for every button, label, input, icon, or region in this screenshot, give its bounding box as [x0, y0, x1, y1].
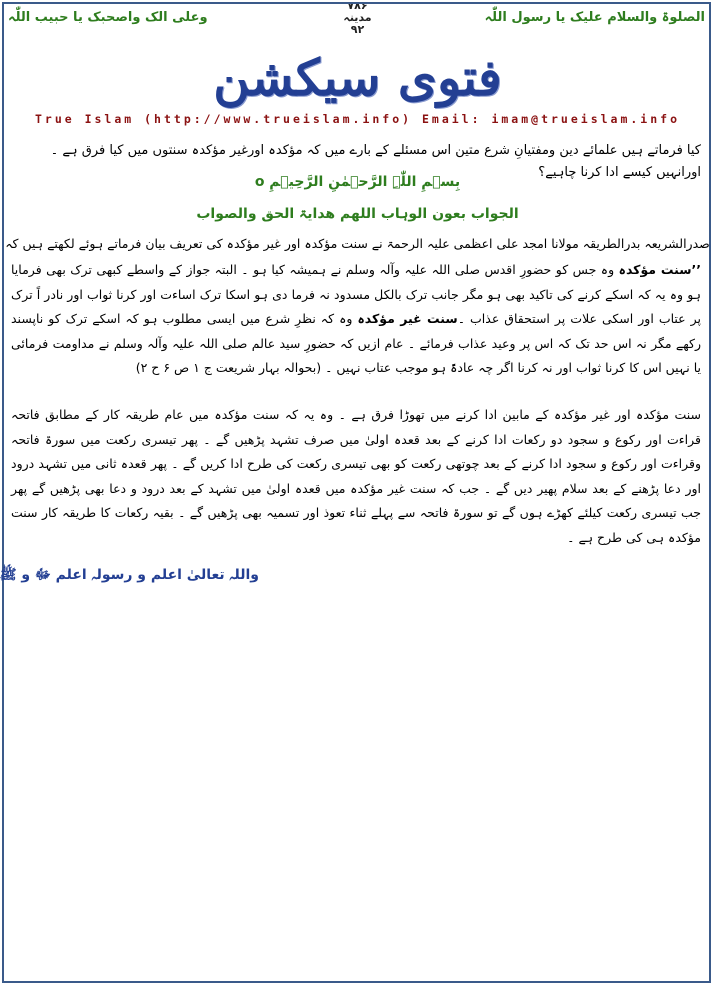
definition-ghair-muakkadah: وہ کہ نظرِ شرع میں ایسی مطلوب ہو کہ اسکے ترک کو ناپسند رکھے مگر نہ اس حد تک کہ اس پر وعید عذاب فرمائے ۔ عام ازیں کہ حضورِ سید عالم صلی اللہ علیہ وآلہ وسلم نے مداومت فرمائی یا نہیں اس کا کرنا ثواب اور نہ کرنا اگر چہ عادۃً ہو موجب عتاب نہیں ۔ (بحوالہ بہار شریعت ج ۱ ص ۶ ح ۲) — [11, 311, 701, 375]
definition-muakkadah: وہ جس کو حضورِ اقدس صلی اللہ علیہ وآلہ وسلم نے ہمیشہ کیا ہو ۔ البتہ جواز کے واسطے کبھی ترک بھی فرمایا ہو وہ یہ کہ اسکے کرنے کی تاکید بھی ہو مگر جانب ترک بالکل مسدود نہ فرما دی ہو اسکا ترک اساءت اور کرنا ثواب اور نادر اً ترک پر عتاب اور اسکی علات پر استحقاق عذاب ۔ — [11, 262, 702, 326]
question-text: کیا فرماتے ہیں علمائے دین ومفتیانِ شرع متین اس مسئلے کے بارے میں کہ مؤکدہ اورغیر مؤکدہ سنتوں میں کیا فرق ہے ۔ اورانہیں کیسے ادا کرنا چاہیے؟ — [50, 143, 701, 180]
closing-line: واللہ تعالیٰ اعلم و رسولہ اعلم ﷻ و ﷺ — [0, 567, 259, 583]
term-sunnat-muakkadah: ’’سنت مؤکدہ — [618, 262, 701, 277]
number-92: ۹۲ — [350, 23, 365, 36]
method-paragraph: سنت مؤکدہ اور غیر مؤکدہ کے مابین ادا کرنے میں تھوڑا فرق ہے ۔ وہ یہ کہ سنت مؤکدہ میں عام طریقہ کار کے مطابق فاتحہ قراءت اور رکوع و سجود دو رکعات ادا کرنے کے بعد قعدہ اولیٰ میں صرف تشہد پڑھیں گے ۔ پھر تیسری رکعت میں سورۃ فاتحہ وقراءت اور رکوع و سجود ادا کرنے کے بعد چوتھی رکعت کو بھی تیسری رکعت کی طرح ادا کریں گے ۔ پھر قعدہ ثانی میں تشہد درود اور دعا پڑھنے کے بعد سلام پھیر دیں گے ۔ جب کہ سنت غیر مؤکدہ میں قعدہ اولیٰ میں تشہد کے بعد درود و دعا بھی پڑھیں گے پھر جب تیسری رکعت کیلئے کھڑے ہوں گے تو سورۃ فاتحہ سے پہلے ثناء تعوذ اور تسمیہ بھی پڑھیں گے ۔ بقیہ رکعات کا طریقہ کار سنت مؤکدہ ہی کی طرح ہے ۔ — [11, 407, 701, 545]
bismillah: بِسۡمِ اللّٰہِ الرَّحۡمٰنِ الرَّحِیۡمِ o — [254, 174, 461, 190]
salutation-left: وعلی الک واصحبک یا حبیب اللّٰہ — [8, 10, 208, 25]
page-title: فتوی سیکشن — [213, 48, 502, 107]
definition-paragraph — [11, 258, 701, 381]
madani-label: مدینہ — [343, 11, 372, 24]
salutation-right: الصلوۃ والسلام علیک یا رسول اللّٰہ — [484, 10, 705, 25]
number-786: ۷۸۶ — [347, 0, 368, 12]
contact-line: True Islam (http://www.trueislam.info) Email: imam@trueislam.info — [34, 112, 681, 126]
answer-intro: صدرالشریعہ بدرالطریقہ مولانا امجد علی اعظمی علیہ الرحمۃ نے سنت مؤکدہ اور غیر مؤکدہ کی تعریف بیان فرماتے ہوئے لکھتے ہیں کہ — [5, 236, 710, 251]
answer-heading: الجواب بعون الوہاب اللھم ھدایۃ الحق والصواب — [196, 206, 519, 222]
term-sunnat-ghair-muakkadah: سنت غیر مؤکدہ — [357, 311, 458, 326]
